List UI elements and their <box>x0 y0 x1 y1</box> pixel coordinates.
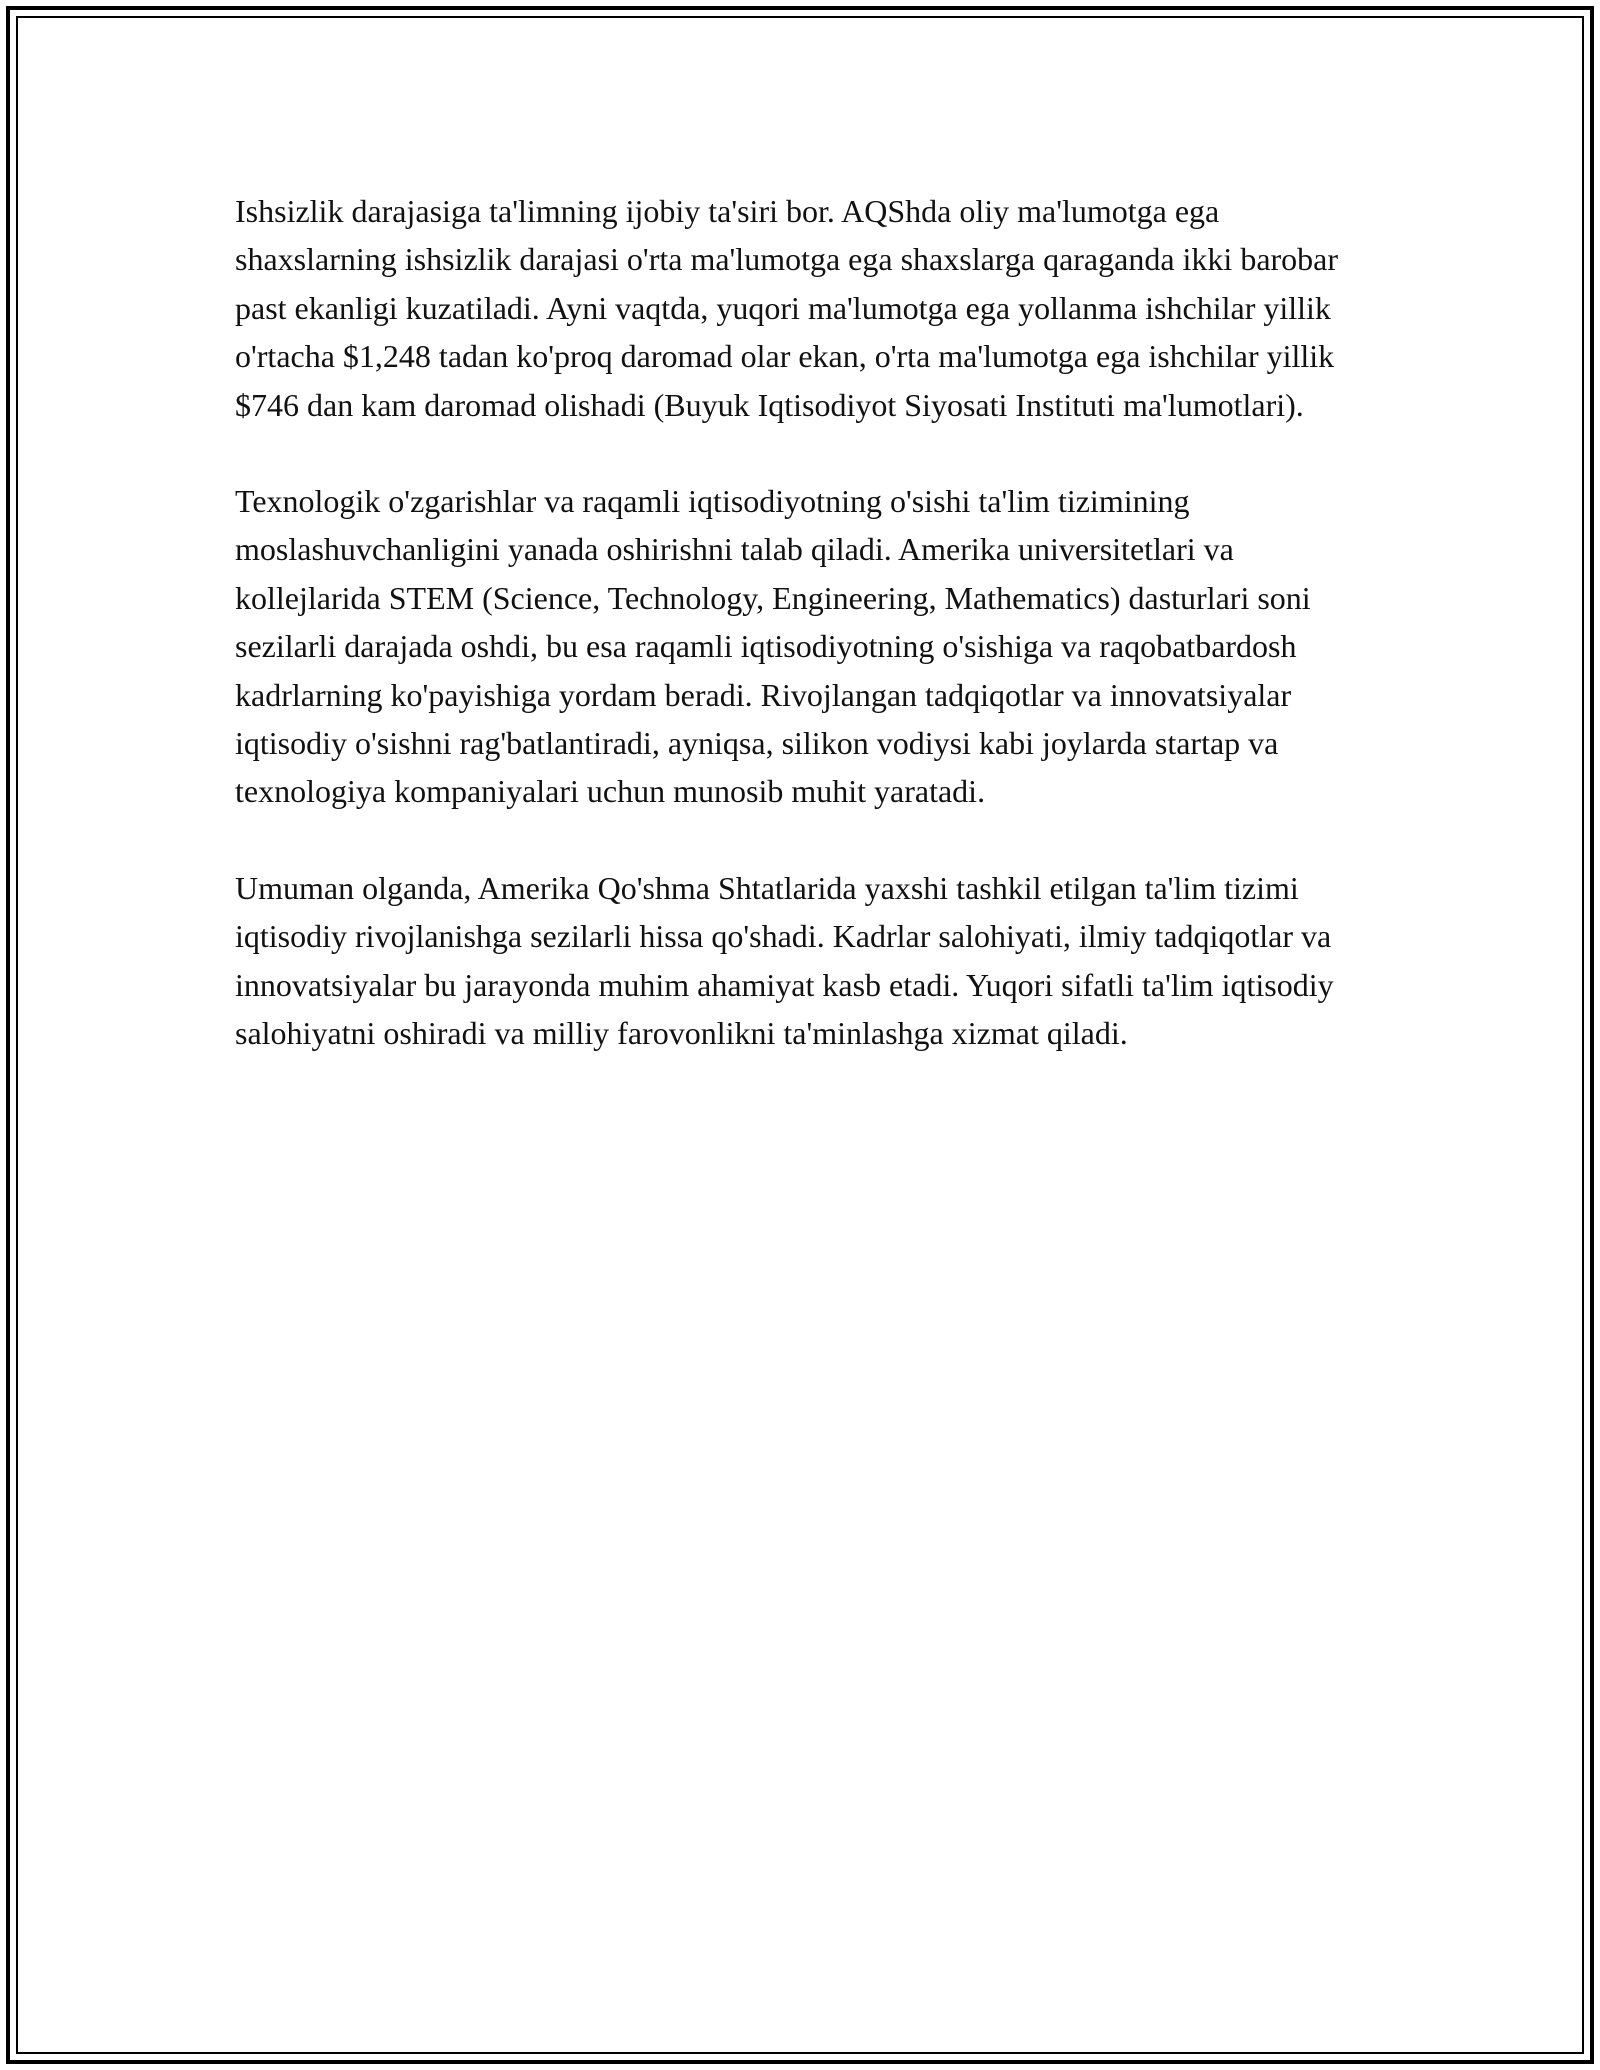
paragraph-conclusion: Umuman olganda, Amerika Qo'shma Shtatlarida yaxshi tashkil etilgan ta'lim tizimi iqtisodiy rivojlanishga sezilarli hissa qo'shadi. Kadrlar salohiyati, ilmiy tadqiqotlar va innovatsiyalar bu jarayonda muhim ahamiyat kasb etadi. Yuqori sifatli ta'lim iqtisodiy salohiyatni oshiradi va milliy farovonlikni ta'minlashga xizmat qiladi. <box>235 869 1334 1052</box>
paragraph-education-unemployment: Ishsizlik darajasiga ta'limning ijobiy ta'siri bor. AQShda oliy ma'lumotga ega shaxslarning ishsizlik darajasi o'rta ma'lumotga ega shaxslarga qaraganda ikki barobar past ekanligi kuzatiladi. Ayni vaqtda, yuqori ma'lumotga ega yollanma ishchilar yillik o'rtacha $1,248 tadan ko'proq daromad olar ekan, o'rta ma'lumotga ega ishchilar yillik $746 dan kam daromad olishadi (Buyuk Iqtisodiyot Siyosati Instituti ma'lumotlari). <box>235 193 1339 423</box>
paragraph-technology-stem: Texnologik o'zgarishlar va raqamli iqtisodiyotning o'sishi ta'lim tizimining moslashuvchanligini yanada oshirishni talab qiladi. Amerika universitetlari va kollejlarida STEM (Science, Technology, Engineering, Mathematics) dasturlari soni sezilarli darajada oshdi, bu esa raqamli iqtisodiyotning o'sishiga va raqobatbardosh kadrlarning ko'payishiga yordam beradi. Rivojlangan tadqiqotlar va innovatsiyalar iqtisodiy o'sishni rag'batlantiradi, ayniqsa, silikon vodiysi kabi joylarda startap va texnologiya kompaniyalari uchun munosib muhit yaratadi. <box>235 483 1311 810</box>
document-body <box>235 187 1365 1106</box>
